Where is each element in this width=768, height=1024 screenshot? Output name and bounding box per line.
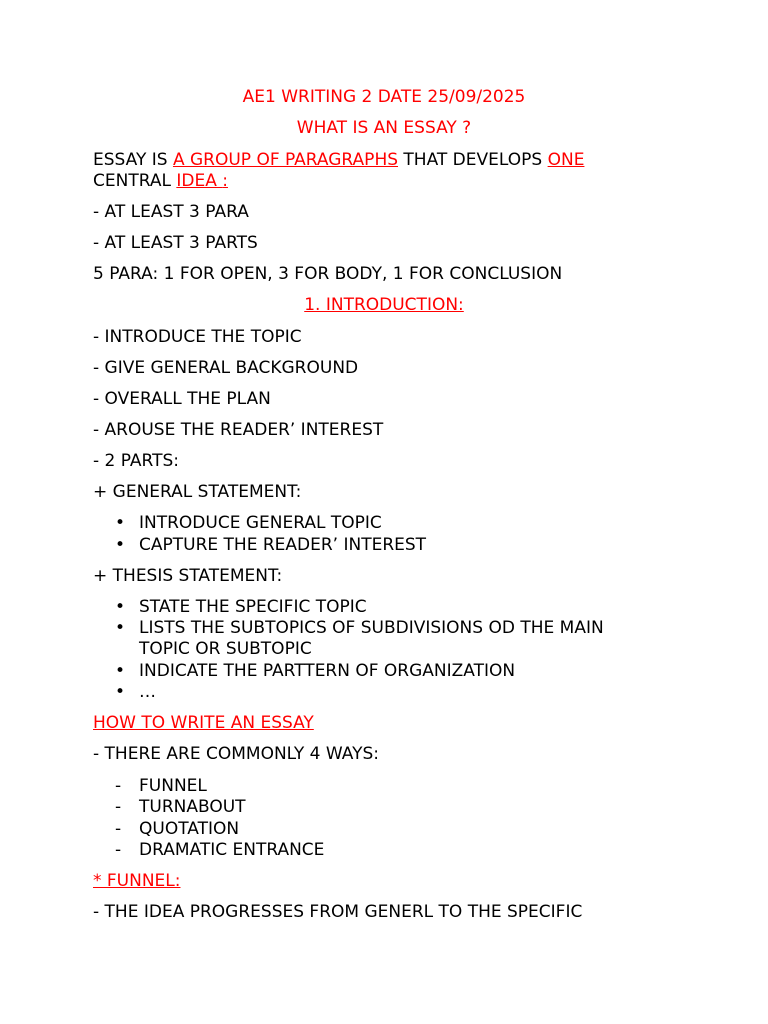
definition-line-1 [93,150,584,171]
list-item [115,819,239,840]
thesis-statement-heading: + THESIS STATEMENT: [93,566,283,586]
intro-line: - INTRODUCE THE TOPIC [93,327,302,347]
definition-colon: : [222,171,228,191]
list-item-text: INDICATE THE PARTTERN OF ORGANIZATION [139,661,516,681]
list-item-text: DRAMATIC ENTRANCE [139,840,325,860]
intro-line: - 2 PARTS: [93,451,180,471]
introduction-heading: 1. INTRODUCTION: [304,295,464,315]
list-item [115,513,382,534]
list-item-text: TOPIC OR SUBTOPIC [139,639,312,659]
document-title: AE1 WRITING 2 DATE 25/09/2025 [242,87,526,107]
general-statement-heading: + GENERAL STATEMENT: [93,482,302,502]
definition-highlight-group: A GROUP OF PARAGRAPHS [172,150,399,170]
definition-text: THAT DEVELOPS [398,150,548,170]
fact-parts: - AT LEAST 3 PARTS [93,233,258,253]
fact-para: - AT LEAST 3 PARA [93,202,249,222]
bullet-marker: • [115,618,126,638]
list-item-text: CAPTURE THE READER’ INTEREST [139,535,427,555]
bullet-marker: • [115,597,126,617]
list-item-text: … [139,682,156,702]
list-item-text: LISTS THE SUBTOPICS OF SUBDIVISIONS OD THE MAIN [139,618,604,638]
dash-marker: - [115,776,122,796]
how-to-intro: - THERE ARE COMMONLY 4 WAYS: [93,744,379,764]
bullet-marker: • [115,513,126,533]
list-item [115,597,367,618]
list-item [115,618,604,639]
essay-question: WHAT IS AN ESSAY ? [296,118,472,138]
intro-line: - AROUSE THE READER’ INTEREST [93,420,384,440]
list-item [115,535,426,556]
list-item [115,682,156,703]
definition-line-2 [93,171,228,192]
bullet-marker: • [115,682,126,702]
bullet-marker: • [115,535,126,555]
definition-highlight-one: ONE [547,150,585,170]
list-item-text: FUNNEL [139,776,207,796]
dash-marker: - [115,840,122,860]
list-item-text: TURNABOUT [139,797,246,817]
intro-line: - GIVE GENERAL BACKGROUND [93,358,359,378]
definition-text: CENTRAL [93,171,177,191]
list-item-text: STATE THE SPECIFIC TOPIC [139,597,367,617]
funnel-line: - THE IDEA PROGRESSES FROM GENERL TO THE SPECIFIC [93,902,583,922]
dash-marker: - [115,819,122,839]
dash-marker: - [115,797,122,817]
bullet-marker: • [115,661,126,681]
funnel-heading: * FUNNEL: [93,871,181,891]
fact-five-para: 5 PARA: 1 FOR OPEN, 3 FOR BODY, 1 FOR CONCLUSION [93,264,563,284]
definition-highlight-idea: IDEA [176,171,223,191]
list-item [115,840,324,861]
definition-text: ESSAY IS [93,150,173,170]
list-item [115,661,515,682]
list-item [115,797,246,818]
list-item-continuation [115,639,312,660]
list-item [115,776,207,797]
list-item-text: QUOTATION [139,819,240,839]
how-to-heading: HOW TO WRITE AN ESSAY [93,713,314,733]
intro-line: - OVERALL THE PLAN [93,389,271,409]
list-item-text: INTRODUCE GENERAL TOPIC [139,513,382,533]
